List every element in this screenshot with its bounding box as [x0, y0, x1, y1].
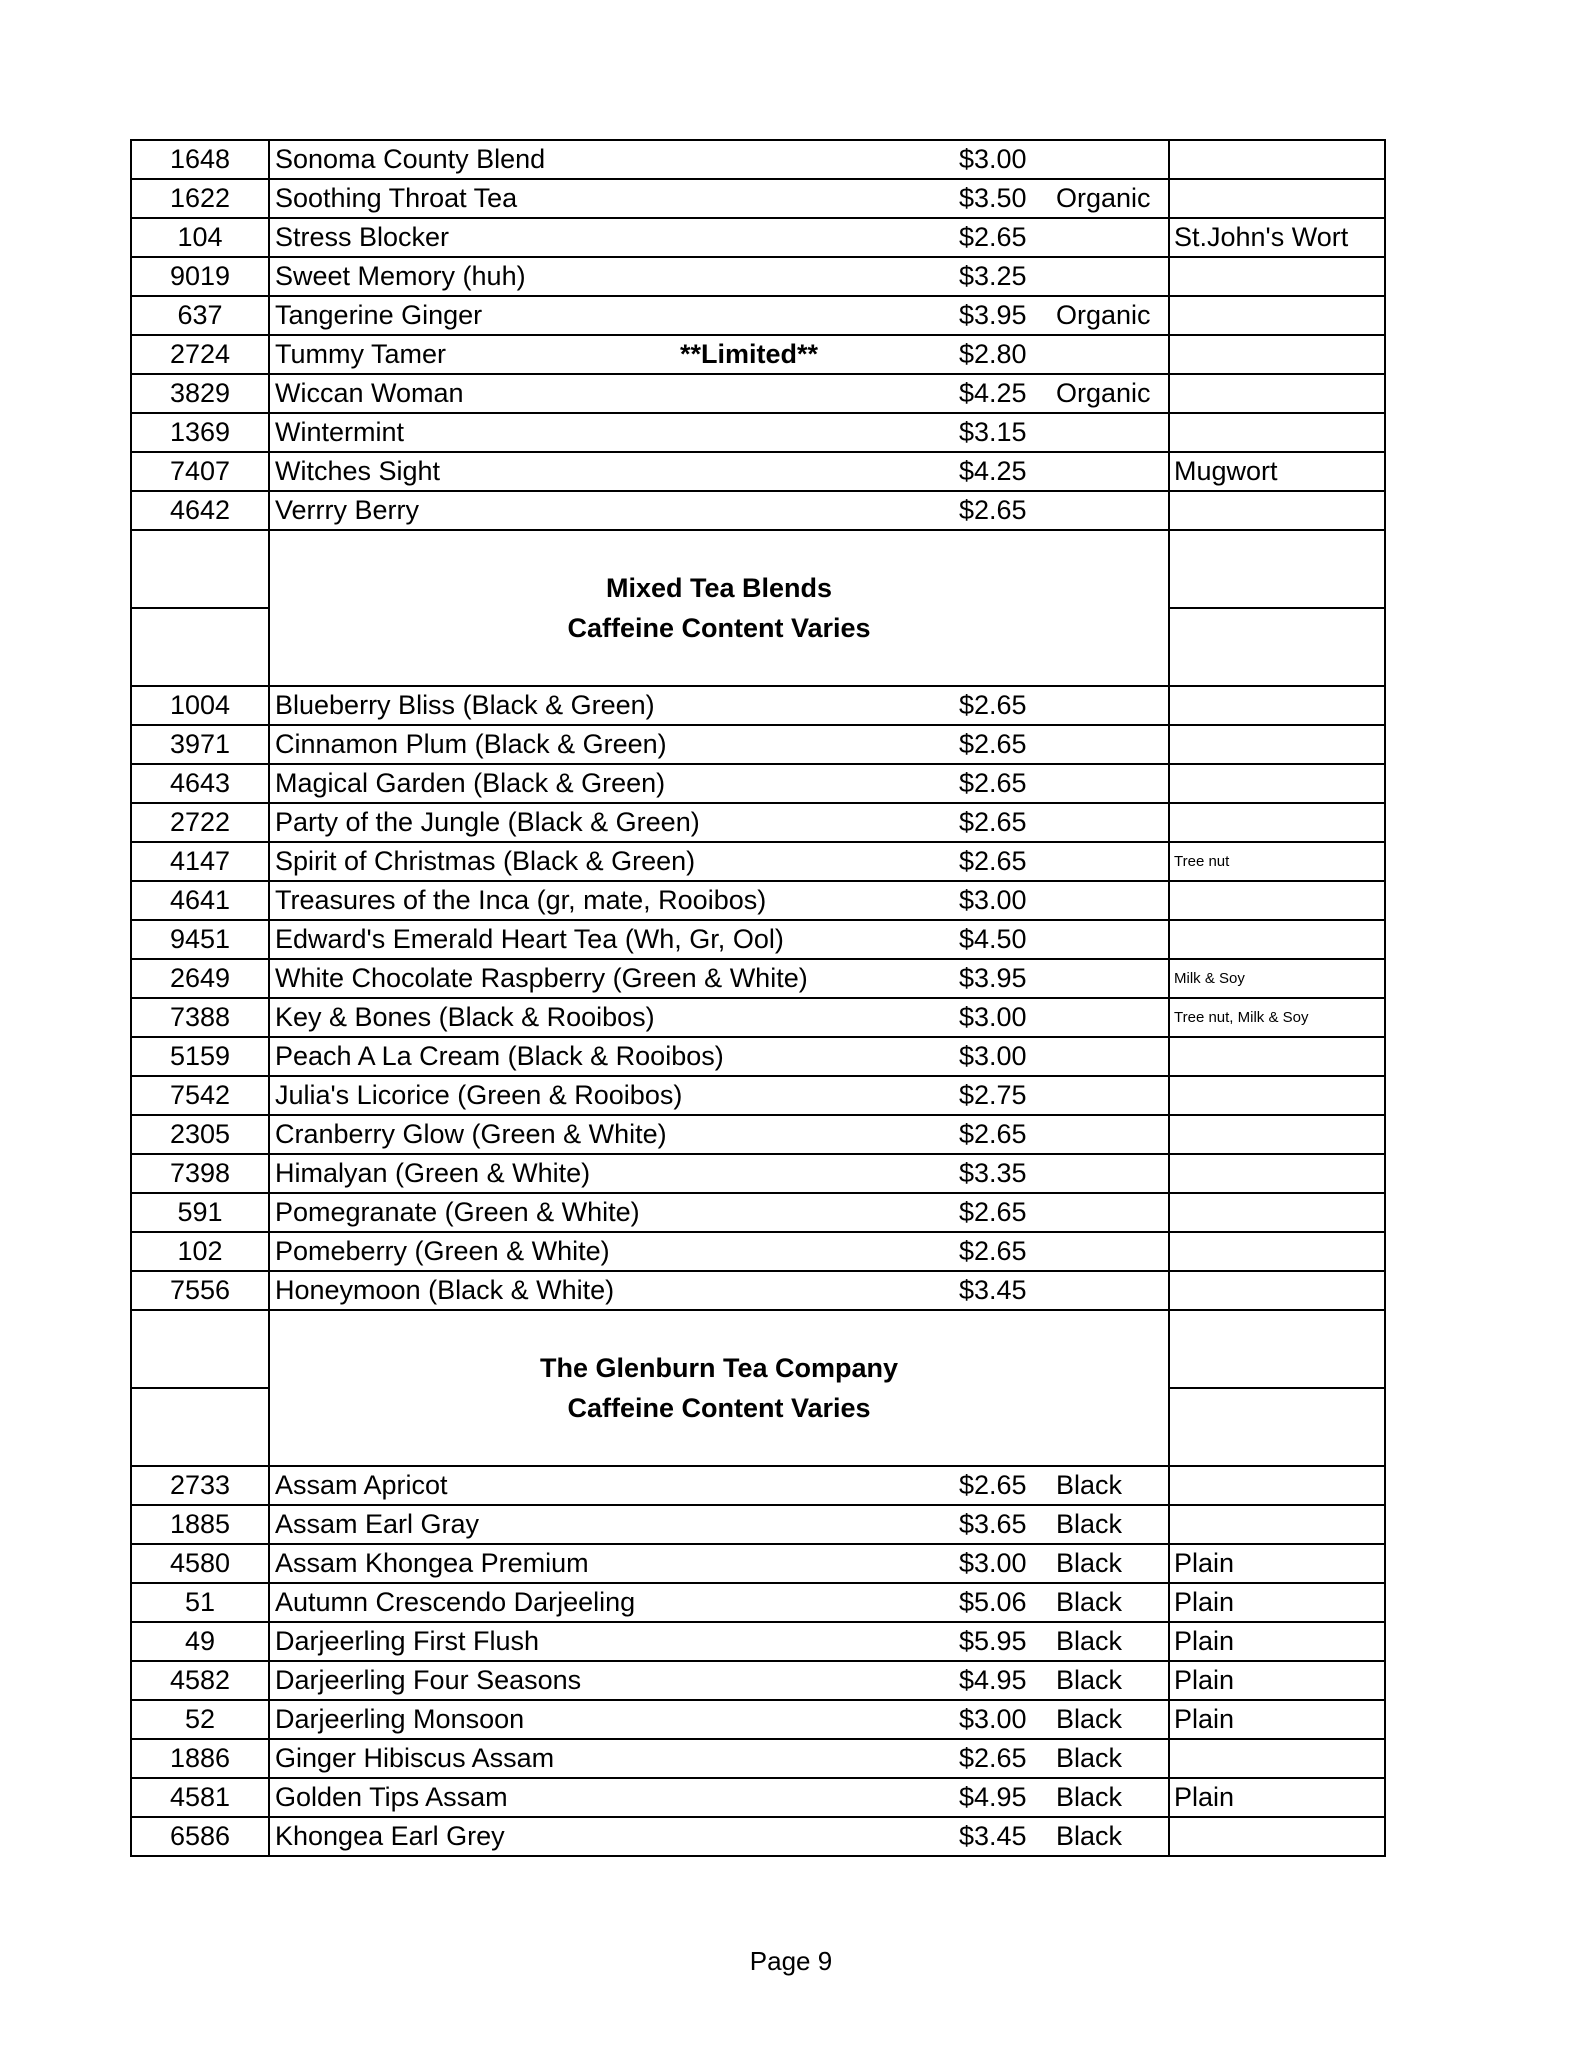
page-number: Page 9 [749, 1946, 833, 1976]
item-name: Edward's Emerald Heart Tea (Wh, Gr, Ool) [275, 924, 784, 954]
item-type [1036, 140, 1169, 179]
item-name-cell [269, 998, 929, 1037]
item-type [1036, 257, 1169, 296]
item-note [1169, 179, 1385, 218]
item-name: Pomegranate (Green & White) [275, 1197, 640, 1227]
item-price: $3.45 [929, 1271, 1036, 1310]
item-note [1169, 920, 1385, 959]
item-type [1036, 1232, 1169, 1271]
item-type [1036, 413, 1169, 452]
table-row [131, 452, 1385, 491]
item-name: Magical Garden (Black & Green) [275, 768, 666, 798]
item-code: 4581 [131, 1778, 269, 1817]
item-name-cell [269, 1466, 929, 1505]
item-code: 7556 [131, 1271, 269, 1310]
header-side-cell [1169, 1310, 1385, 1388]
item-code: 1004 [131, 686, 269, 725]
item-type: Black [1036, 1466, 1169, 1505]
item-code: 7407 [131, 452, 269, 491]
item-name-cell [269, 218, 929, 257]
item-name-cell [269, 1739, 929, 1778]
item-price: $3.65 [929, 1505, 1036, 1544]
item-code: 1369 [131, 413, 269, 452]
item-code: 2733 [131, 1466, 269, 1505]
item-type [1036, 842, 1169, 881]
item-code: 7542 [131, 1076, 269, 1115]
item-type: Black [1036, 1622, 1169, 1661]
item-type: Black [1036, 1583, 1169, 1622]
item-code: 7388 [131, 998, 269, 1037]
item-type [1036, 335, 1169, 374]
item-name-cell [269, 959, 929, 998]
item-note: Tree nut [1169, 842, 1385, 881]
item-name-cell [269, 1583, 929, 1622]
item-price: $3.00 [929, 1700, 1036, 1739]
table-row [131, 1505, 1385, 1544]
item-name-cell [269, 686, 929, 725]
item-name-cell [269, 179, 929, 218]
item-name-cell [269, 491, 929, 530]
item-price: $3.95 [929, 959, 1036, 998]
item-name: Darjeerling First Flush [275, 1626, 540, 1656]
item-code: 4582 [131, 1661, 269, 1700]
item-name: Key & Bones (Black & Rooibos) [275, 1002, 655, 1032]
table-row [131, 374, 1385, 413]
table-row [131, 959, 1385, 998]
table-row [131, 1076, 1385, 1115]
item-name: Tummy Tamer [275, 339, 447, 369]
item-price: $4.25 [929, 374, 1036, 413]
item-type [1036, 686, 1169, 725]
item-name-cell [269, 1661, 929, 1700]
item-type: Organic [1036, 296, 1169, 335]
item-name: Darjeerling Monsoon [275, 1704, 525, 1734]
item-type: Black [1036, 1505, 1169, 1544]
item-code: 9451 [131, 920, 269, 959]
item-price: $3.15 [929, 413, 1036, 452]
item-note [1169, 257, 1385, 296]
header-side-cell [1169, 608, 1385, 686]
item-price: $3.45 [929, 1817, 1036, 1856]
table-row [131, 1115, 1385, 1154]
item-price: $2.65 [929, 1115, 1036, 1154]
table-row [131, 257, 1385, 296]
item-note [1169, 1115, 1385, 1154]
item-name-cell [269, 413, 929, 452]
item-code: 2305 [131, 1115, 269, 1154]
item-type [1036, 1271, 1169, 1310]
item-name-cell [269, 764, 929, 803]
header-side-cell [131, 530, 269, 608]
item-name: Tangerine Ginger [275, 300, 483, 330]
item-name-cell [269, 257, 929, 296]
section-header-row [131, 1310, 1385, 1388]
item-note [1169, 335, 1385, 374]
item-code: 2649 [131, 959, 269, 998]
item-name: Autumn Crescendo Darjeeling [275, 1587, 636, 1617]
header-side-cell [131, 1388, 269, 1466]
item-name: Blueberry Bliss (Black & Green) [275, 690, 655, 720]
table-row [131, 686, 1385, 725]
item-code: 4580 [131, 1544, 269, 1583]
item-name: Witches Sight [275, 456, 441, 486]
item-name-cell [269, 920, 929, 959]
item-code: 2722 [131, 803, 269, 842]
section-title: The Glenburn Tea Company [539, 1353, 899, 1383]
item-note [1169, 725, 1385, 764]
item-code: 4643 [131, 764, 269, 803]
item-name: Golden Tips Assam [275, 1782, 508, 1812]
table-row [131, 1583, 1385, 1622]
item-price: $3.00 [929, 140, 1036, 179]
item-note [1169, 1271, 1385, 1310]
item-name-cell [269, 1037, 929, 1076]
item-price: $3.00 [929, 998, 1036, 1037]
table-row [131, 1037, 1385, 1076]
table-row [131, 1622, 1385, 1661]
item-name-cell [269, 374, 929, 413]
item-price: $3.50 [929, 179, 1036, 218]
table-row [131, 1817, 1385, 1856]
tea-price-table [130, 139, 1386, 1857]
item-type [1036, 452, 1169, 491]
item-type: Organic [1036, 179, 1169, 218]
table-row [131, 1232, 1385, 1271]
item-price: $3.35 [929, 1154, 1036, 1193]
item-type [1036, 920, 1169, 959]
table-row [131, 764, 1385, 803]
item-code: 102 [131, 1232, 269, 1271]
item-price: $2.80 [929, 335, 1036, 374]
price-list-sheet [130, 139, 1384, 1857]
table-row [131, 179, 1385, 218]
item-note: St.John's Wort [1169, 218, 1385, 257]
item-name: Himalyan (Green & White) [275, 1158, 591, 1188]
table-row [131, 1661, 1385, 1700]
item-note [1169, 1154, 1385, 1193]
item-price: $2.65 [929, 803, 1036, 842]
item-name-cell [269, 1193, 929, 1232]
item-name-cell [269, 452, 929, 491]
item-name-cell [269, 803, 929, 842]
item-note [1169, 803, 1385, 842]
table-row [131, 1271, 1385, 1310]
table-row [131, 725, 1385, 764]
item-code: 1622 [131, 179, 269, 218]
table-row [131, 413, 1385, 452]
item-name: Peach A La Cream (Black & Rooibos) [275, 1041, 724, 1071]
item-name: Cinnamon Plum (Black & Green) [275, 729, 667, 759]
item-price: $3.00 [929, 1037, 1036, 1076]
item-price: $4.95 [929, 1661, 1036, 1700]
item-note [1169, 1232, 1385, 1271]
item-name: Assam Earl Gray [275, 1509, 480, 1539]
item-note [1169, 1037, 1385, 1076]
item-name-cell [269, 1778, 929, 1817]
item-price: $2.65 [929, 1193, 1036, 1232]
item-name: Wintermint [275, 417, 405, 447]
item-price: $2.65 [929, 1232, 1036, 1271]
item-name: Darjeerling Four Seasons [275, 1665, 582, 1695]
table-row [131, 1193, 1385, 1232]
item-name-cell [269, 725, 929, 764]
item-note: Plain [1169, 1583, 1385, 1622]
item-price: $2.65 [929, 842, 1036, 881]
item-note [1169, 491, 1385, 530]
table-row [131, 218, 1385, 257]
item-price: $4.95 [929, 1778, 1036, 1817]
item-note [1169, 1076, 1385, 1115]
item-name: Party of the Jungle (Black & Green) [275, 807, 700, 837]
item-name-cell [269, 842, 929, 881]
item-type [1036, 803, 1169, 842]
item-note: Plain [1169, 1622, 1385, 1661]
item-name: Khongea Earl Grey [275, 1821, 505, 1851]
item-type [1036, 1193, 1169, 1232]
item-name: Sonoma County Blend [275, 144, 546, 174]
item-name-cell [269, 1232, 929, 1271]
item-type: Black [1036, 1700, 1169, 1739]
item-type [1036, 1076, 1169, 1115]
item-name-cell [269, 1544, 929, 1583]
item-name: White Chocolate Raspberry (Green & White) [275, 963, 808, 993]
item-name: Assam Apricot [275, 1470, 448, 1500]
item-price: $3.00 [929, 881, 1036, 920]
item-type [1036, 1154, 1169, 1193]
item-type [1036, 764, 1169, 803]
item-code: 6586 [131, 1817, 269, 1856]
item-type: Black [1036, 1778, 1169, 1817]
item-price: $5.06 [929, 1583, 1036, 1622]
table-row [131, 1778, 1385, 1817]
item-name: Assam Khongea Premium [275, 1548, 589, 1578]
section-header-row [131, 530, 1385, 608]
item-name: Wiccan Woman [275, 378, 464, 408]
table-row [131, 1544, 1385, 1583]
item-code: 7398 [131, 1154, 269, 1193]
limited-tag: **Limited** [680, 339, 819, 369]
item-price: $2.65 [929, 686, 1036, 725]
item-name: Verrry Berry [275, 495, 420, 525]
item-type [1036, 1115, 1169, 1154]
item-code: 4642 [131, 491, 269, 530]
item-price: $4.50 [929, 920, 1036, 959]
item-price: $3.00 [929, 1544, 1036, 1583]
item-note: Plain [1169, 1544, 1385, 1583]
item-name: Pomeberry (Green & White) [275, 1236, 610, 1266]
item-price: $2.65 [929, 725, 1036, 764]
item-note: Plain [1169, 1700, 1385, 1739]
item-note [1169, 881, 1385, 920]
item-name: Sweet Memory (huh) [275, 261, 526, 291]
item-code: 3829 [131, 374, 269, 413]
item-type [1036, 491, 1169, 530]
item-name: Soothing Throat Tea [275, 183, 518, 213]
table-row [131, 920, 1385, 959]
item-code: 4641 [131, 881, 269, 920]
item-note [1169, 686, 1385, 725]
item-type: Organic [1036, 374, 1169, 413]
item-code: 1886 [131, 1739, 269, 1778]
item-type [1036, 881, 1169, 920]
table-row [131, 881, 1385, 920]
item-note: Plain [1169, 1778, 1385, 1817]
item-price: $5.95 [929, 1622, 1036, 1661]
header-side-cell [131, 1310, 269, 1388]
section-subtitle: Caffeine Content Varies [567, 613, 871, 643]
section-heading [269, 530, 1169, 686]
item-note: Tree nut, Milk & Soy [1169, 998, 1385, 1037]
table-row [131, 803, 1385, 842]
section-subtitle: Caffeine Content Varies [567, 1393, 871, 1423]
table-row [131, 1466, 1385, 1505]
item-code: 1885 [131, 1505, 269, 1544]
table-row [131, 1700, 1385, 1739]
item-note: Mugwort [1169, 452, 1385, 491]
item-price: $2.65 [929, 218, 1036, 257]
item-name-cell [269, 140, 929, 179]
item-name-cell [269, 1505, 929, 1544]
item-code: 591 [131, 1193, 269, 1232]
table-row [131, 998, 1385, 1037]
item-price: $2.65 [929, 491, 1036, 530]
item-price: $2.65 [929, 764, 1036, 803]
item-code: 637 [131, 296, 269, 335]
item-code: 2724 [131, 335, 269, 374]
table-row [131, 491, 1385, 530]
item-code: 9019 [131, 257, 269, 296]
table-row [131, 140, 1385, 179]
item-name: Spirit of Christmas (Black & Green) [275, 846, 696, 876]
item-name-cell [269, 335, 929, 374]
item-note [1169, 1193, 1385, 1232]
item-code: 1648 [131, 140, 269, 179]
item-code: 4147 [131, 842, 269, 881]
item-name-cell [269, 1817, 929, 1856]
item-type [1036, 1037, 1169, 1076]
item-name-cell [269, 1271, 929, 1310]
item-price: $2.65 [929, 1466, 1036, 1505]
item-name: Honeymoon (Black & White) [275, 1275, 615, 1305]
item-type: Black [1036, 1817, 1169, 1856]
item-note [1169, 1739, 1385, 1778]
item-name: Stress Blocker [275, 222, 450, 252]
item-name-cell [269, 296, 929, 335]
table-row [131, 335, 1385, 374]
item-name-cell [269, 1700, 929, 1739]
item-code: 104 [131, 218, 269, 257]
item-code: 3971 [131, 725, 269, 764]
header-side-cell [131, 608, 269, 686]
item-type [1036, 218, 1169, 257]
item-note [1169, 140, 1385, 179]
item-code: 5159 [131, 1037, 269, 1076]
section-title: Mixed Tea Blends [605, 573, 833, 603]
item-note: Milk & Soy [1169, 959, 1385, 998]
item-name-cell [269, 1622, 929, 1661]
item-price: $3.25 [929, 257, 1036, 296]
table-row [131, 1739, 1385, 1778]
item-note [1169, 1466, 1385, 1505]
item-code: 52 [131, 1700, 269, 1739]
table-row [131, 842, 1385, 881]
item-name: Julia's Licorice (Green & Rooibos) [275, 1080, 683, 1110]
item-note [1169, 296, 1385, 335]
item-price: $2.75 [929, 1076, 1036, 1115]
item-note [1169, 1817, 1385, 1856]
item-note [1169, 413, 1385, 452]
item-type: Black [1036, 1661, 1169, 1700]
item-note [1169, 764, 1385, 803]
table-row [131, 296, 1385, 335]
header-side-cell [1169, 1388, 1385, 1466]
item-type [1036, 725, 1169, 764]
item-name: Cranberry Glow (Green & White) [275, 1119, 667, 1149]
item-name-cell [269, 1076, 929, 1115]
item-name-cell [269, 1154, 929, 1193]
item-type: Black [1036, 1739, 1169, 1778]
item-code: 49 [131, 1622, 269, 1661]
item-type [1036, 998, 1169, 1037]
item-type: Black [1036, 1544, 1169, 1583]
item-price: $3.95 [929, 296, 1036, 335]
item-type [1036, 959, 1169, 998]
header-side-cell [1169, 530, 1385, 608]
item-note [1169, 374, 1385, 413]
item-price: $2.65 [929, 1739, 1036, 1778]
section-heading [269, 1310, 1169, 1466]
item-note [1169, 1505, 1385, 1544]
item-code: 51 [131, 1583, 269, 1622]
item-price: $4.25 [929, 452, 1036, 491]
item-name: Treasures of the Inca (gr, mate, Rooibos) [275, 885, 767, 915]
item-name-cell [269, 1115, 929, 1154]
item-name: Ginger Hibiscus Assam [275, 1743, 555, 1773]
item-name-cell [269, 881, 929, 920]
table-row [131, 1154, 1385, 1193]
item-note: Plain [1169, 1661, 1385, 1700]
